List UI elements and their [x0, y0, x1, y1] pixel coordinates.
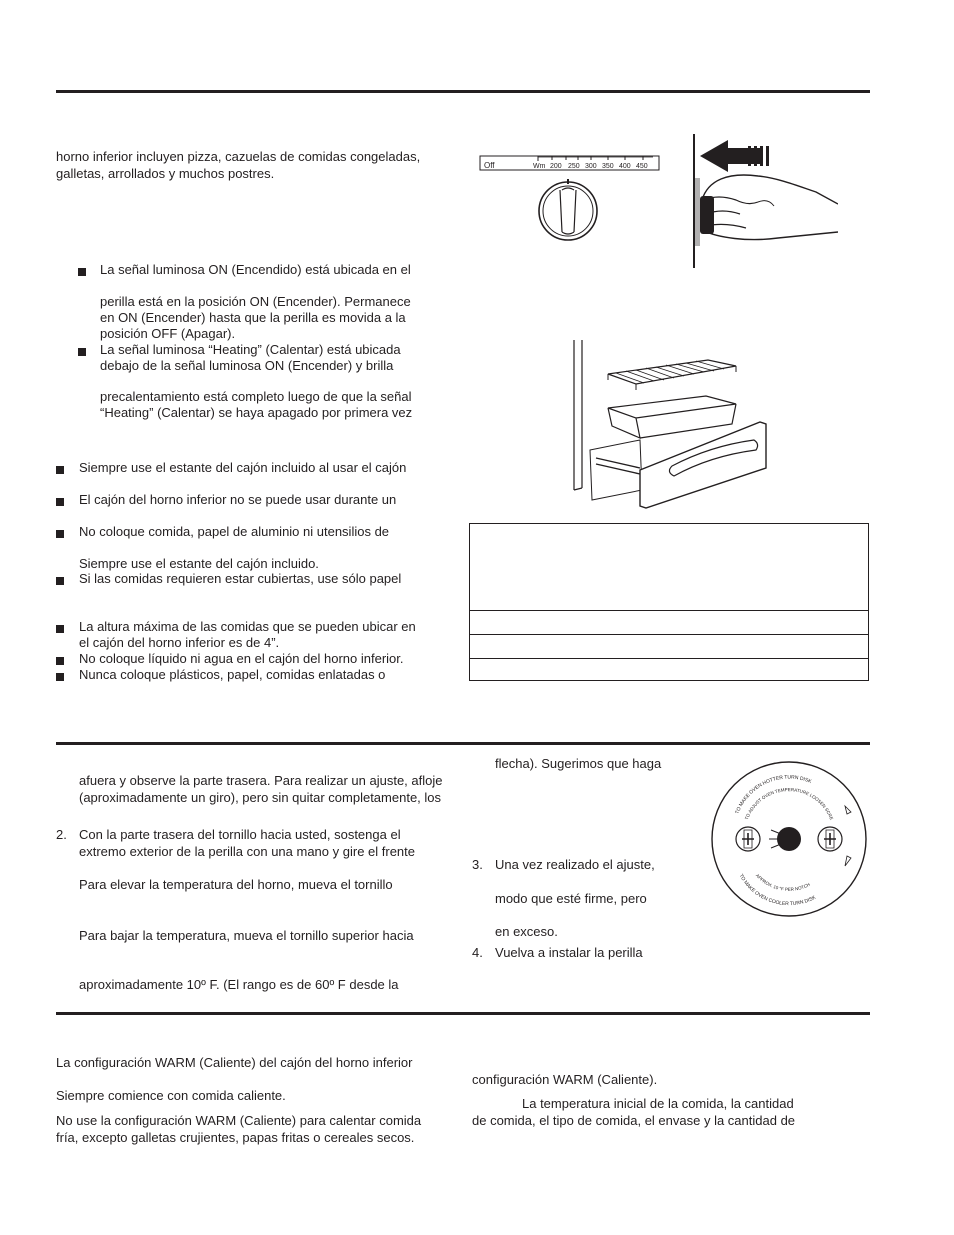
- bullet-marker: [56, 625, 64, 633]
- bullet-line: perilla está en la posición ON (Encender). Permanece: [100, 294, 411, 309]
- range-text: aproximadamente 10º F. (El rango es de 60º F desde la: [79, 977, 399, 992]
- dial-knob: [539, 182, 597, 240]
- bullet-line: El cajón del horno inferior no se puede usar durante un: [79, 492, 397, 507]
- hand-svg: [688, 134, 838, 268]
- bullet-line: debajo de la señal luminosa ON (Encender) y brilla: [100, 358, 394, 373]
- table-row: [470, 610, 868, 611]
- knob-label-outer-top: TO MAKE OVEN HOTTER TURN DISK: [734, 774, 813, 815]
- drawer-svg: [560, 340, 772, 510]
- warm-paragraph: La configuración WARM (Caliente) del cajón del horno inferior: [56, 1055, 413, 1070]
- step-line: Una vez realizado el ajuste,: [495, 857, 655, 872]
- section-rule-adjust: [56, 742, 870, 745]
- bullet-marker: [56, 498, 64, 506]
- bullet-line: La señal luminosa “Heating” (Calentar) está ubicada: [100, 342, 401, 357]
- bullet-marker: [78, 348, 86, 356]
- table-row: [470, 634, 868, 635]
- bullet-marker: [56, 466, 64, 474]
- knob-removal-illustration: [688, 134, 838, 268]
- dial-svg: [478, 148, 663, 248]
- bullet-line: el cajón del horno inferior es de 4”.: [79, 635, 280, 650]
- warm-line: No use la configuración WARM (Caliente) para calentar comida: [56, 1113, 422, 1128]
- dial-wm-label: Wm: [533, 163, 546, 170]
- top-rule: [56, 90, 870, 93]
- step-number: 2.: [56, 827, 67, 842]
- table-row: [470, 658, 868, 659]
- bullet-marker: [56, 530, 64, 538]
- knob-label-outer-bottom: TO MAKE OVEN COOLER TURN DISK: [737, 873, 817, 908]
- step-line: Con la parte trasera del tornillo hacia usted, sostenga el: [79, 827, 401, 842]
- bullet-marker: [78, 268, 86, 276]
- drawer-pan: [608, 396, 736, 438]
- intro-line: galletas, arrollados y muchos postres.: [56, 166, 275, 181]
- bullet-line: Nunca coloque plásticos, papel, comidas enlatadas o: [79, 667, 386, 682]
- knob-label-inner-top: TO ADJUST OVEN TEMPERATURE LOOSEN SCRE: [743, 787, 835, 821]
- warm-paragraph: configuración WARM (Caliente).: [472, 1072, 658, 1087]
- knob-back-svg: [707, 760, 871, 918]
- adjust-line: afuera y observe la parte trasera. Para realizar un ajuste, afloje: [79, 773, 443, 788]
- warm-line: La temperatura inicial de la comida, la cantidad: [522, 1096, 794, 1111]
- dial-temp-label: 450: [636, 163, 648, 170]
- knob-back-adjustment-illustration: [707, 760, 871, 918]
- lower-temp-text: Para bajar la temperatura, mueva el tornillo superior hacia: [79, 928, 414, 943]
- bullet-line: No coloque comida, papel de aluminio ni utensilios de: [79, 524, 390, 539]
- adjust-line: flecha). Sugerimos que haga: [495, 756, 662, 771]
- step-line: en exceso.: [495, 924, 558, 939]
- step-line: modo que esté firme, pero: [495, 891, 647, 906]
- bullet-line: Siempre use el estante del cajón incluido.: [79, 556, 319, 571]
- step-number: 3.: [472, 857, 483, 872]
- warm-line: fría, excepto galletas crujientes, papas fritas o cereales secos.: [56, 1130, 415, 1145]
- dial-temp-label: 400: [619, 163, 631, 170]
- adjust-line: (aproximadamente un giro), pero sin quitar completamente, los: [79, 790, 442, 805]
- bullet-line: La señal luminosa ON (Encendido) está ubicada en el: [100, 262, 411, 277]
- bullet-line: posición OFF (Apagar).: [100, 326, 236, 341]
- warm-paragraph: Siempre comience con comida caliente.: [56, 1088, 286, 1103]
- bullet-marker: [56, 657, 64, 665]
- warm-settings-table: [469, 523, 869, 681]
- warm-line: de comida, el tipo de comida, el envase y la cantidad de: [472, 1113, 796, 1128]
- section-rule-warm: [56, 1012, 870, 1015]
- raise-temp-text: Para elevar la temperatura del horno, mueva el tornillo: [79, 877, 393, 892]
- bullet-line: La altura máxima de las comidas que se pueden ubicar en: [79, 619, 416, 634]
- step-line: Vuelva a instalar la perilla: [495, 945, 643, 960]
- bullet-line: en ON (Encender) hasta que la perilla es movida a la: [100, 310, 406, 325]
- intro-line: horno inferior incluyen pizza, cazuelas de comidas congeladas,: [56, 149, 421, 164]
- bullet-line: “Heating” (Calentar) se haya apagado por primera vez: [100, 405, 413, 420]
- bullet-marker: [56, 673, 64, 681]
- warming-drawer-dial-illustration: [478, 148, 663, 248]
- bullet-marker: [56, 577, 64, 585]
- bullet-line: Siempre use el estante del cajón incluido al usar el cajón: [79, 460, 407, 475]
- knob-label-inner-bottom: APPROX. 10 °F PER NOTCH: [754, 872, 811, 892]
- dial-temp-label: 300: [585, 163, 597, 170]
- bullet-line: Si las comidas requieren estar cubiertas, use sólo papel: [79, 571, 402, 586]
- step-line: extremo exterior de la perilla con una mano y gire el frente: [79, 844, 416, 859]
- bullet-line: precalentamiento está completo luego de que la señal: [100, 389, 412, 404]
- dial-off-label: Off: [484, 161, 495, 170]
- warming-drawer-rack-illustration: [560, 340, 772, 510]
- dial-temp-label: 200: [550, 163, 562, 170]
- bullet-line: No coloque líquido ni agua en el cajón del horno inferior.: [79, 651, 404, 666]
- knob-center-hub: [777, 827, 801, 851]
- dial-temp-label: 350: [602, 163, 614, 170]
- step-number: 4.: [472, 945, 483, 960]
- dial-temp-label: 250: [568, 163, 580, 170]
